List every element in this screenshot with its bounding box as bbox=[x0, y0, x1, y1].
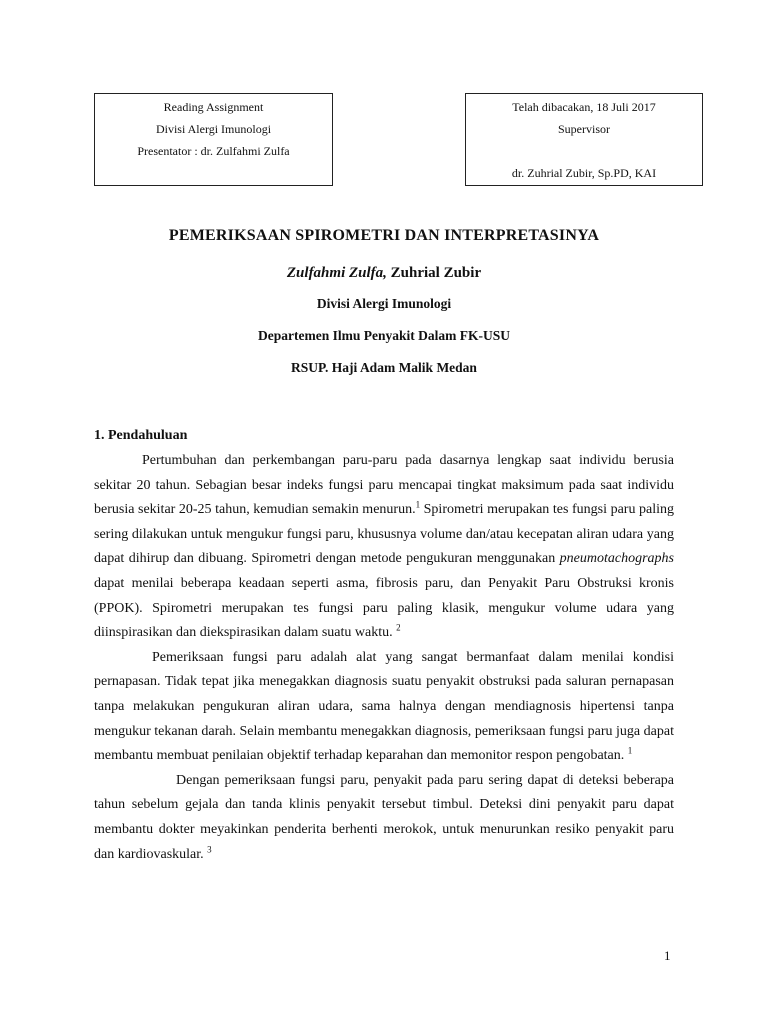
supervisor-label: Supervisor bbox=[558, 122, 610, 136]
paragraph-3-text: Dengan pemeriksaan fungsi paru, penyakit pada paru sering dapat di deteksi beberapa tahun sebelum gejala dan tanda klinis penyakit tersebut timbul. Deteksi dini penyakit paru dapat membantu dokter meyakinkan penderita berhenti merokok, untuk menurunkan resiko penyakit paru dan kardiovaskular. bbox=[94, 772, 674, 862]
affiliation-department: Departemen Ilmu Penyakit Dalam FK-USU bbox=[258, 328, 510, 343]
citation-ref: 2 bbox=[396, 622, 401, 633]
supervisor-box bbox=[465, 93, 703, 186]
presenter: Presentator : dr. Zulfahmi Zulfa bbox=[137, 144, 290, 158]
body-text bbox=[94, 449, 674, 867]
paragraph-1 bbox=[94, 449, 674, 646]
paragraph-2-text: Pemeriksaan fungsi paru adalah alat yang sangat bermanfaat dalam menilai kondisi pernapasan. Tidak tepat jika menegakkan diagnosis suatu penyakit obstruksi pada saluran pernapasan tanpa melakukan pengukuran aliran udara, sama halnya dengan mendiagnosis hipertensi tanpa mengukur tekanan darah. Selain membantu menegakkan diagnosis, pemeriksaan fungsi paru juga dapat membantu membuat penilaian objektif terhadap keparahan dan memonitor respon pengobatan. bbox=[94, 649, 674, 764]
paragraph-1-text-c: dapat menilai beberapa keadaan seperti asma, fibrosis paru, dan Penyakit Paru Obstruksi kronis (PPOK). Spirometri merupakan tes fungsi paru paling klasik, mengukur volume udara yang diinspirasikan dan diekspirasikan dalam suatu waktu. bbox=[94, 575, 674, 641]
section-heading: 1. Pendahuluan bbox=[94, 428, 188, 443]
division-name: Divisi Alergi Imunologi bbox=[155, 122, 272, 136]
affiliation-hospital: RSUP. Haji Adam Malik Medan bbox=[291, 360, 477, 375]
supervisor-name: dr. Zuhrial Zubir, Sp.PD, KAI bbox=[511, 166, 657, 180]
italic-term: pneumotachographs bbox=[559, 551, 674, 567]
affiliation-division: Divisi Alergi Imunologi bbox=[316, 296, 452, 311]
paragraph-1-text-b: Spirometri merupakan tes fungsi paru paling sering dilakukan untuk mengukur fungsi paru, khususnya volume dan/atau kecepatan aliran udara yang dapat dihirup dan dibuang. Spirometri dengan metode pengukuran menggunakan bbox=[94, 502, 675, 567]
paper-title: PEMERIKSAAN SPIROMETRI DAN INTERPRETASINYA bbox=[168, 227, 600, 244]
author-second: Zuhrial Zubir bbox=[386, 265, 482, 281]
authors bbox=[94, 262, 674, 284]
paragraph-1-text-a: Pertumbuhan dan perkembangan paru-paru pada dasarnya lengkap saat individu berusia sekitar 20 tahun. Sebagian besar indeks fungsi paru mencapai tingkat maksimum pada saat individu berusia sekitar 20-25 tahun, kemudian semakin menurun. bbox=[94, 453, 674, 518]
title-block bbox=[94, 224, 674, 378]
paragraph-3 bbox=[94, 769, 674, 867]
reading-assignment-box bbox=[94, 93, 333, 186]
assignment-type: Reading Assignment bbox=[163, 100, 264, 114]
paragraph-2 bbox=[94, 646, 674, 769]
author-first: Zulfahmi Zulfa, bbox=[286, 265, 387, 281]
page-number: 1 bbox=[664, 948, 671, 963]
read-date: Telah dibacakan, 18 Juli 2017 bbox=[512, 100, 656, 114]
citation-ref: 3 bbox=[207, 843, 212, 854]
citation-ref: 1 bbox=[415, 499, 421, 510]
signature-space bbox=[466, 140, 702, 162]
citation-ref: 1 bbox=[627, 745, 633, 756]
